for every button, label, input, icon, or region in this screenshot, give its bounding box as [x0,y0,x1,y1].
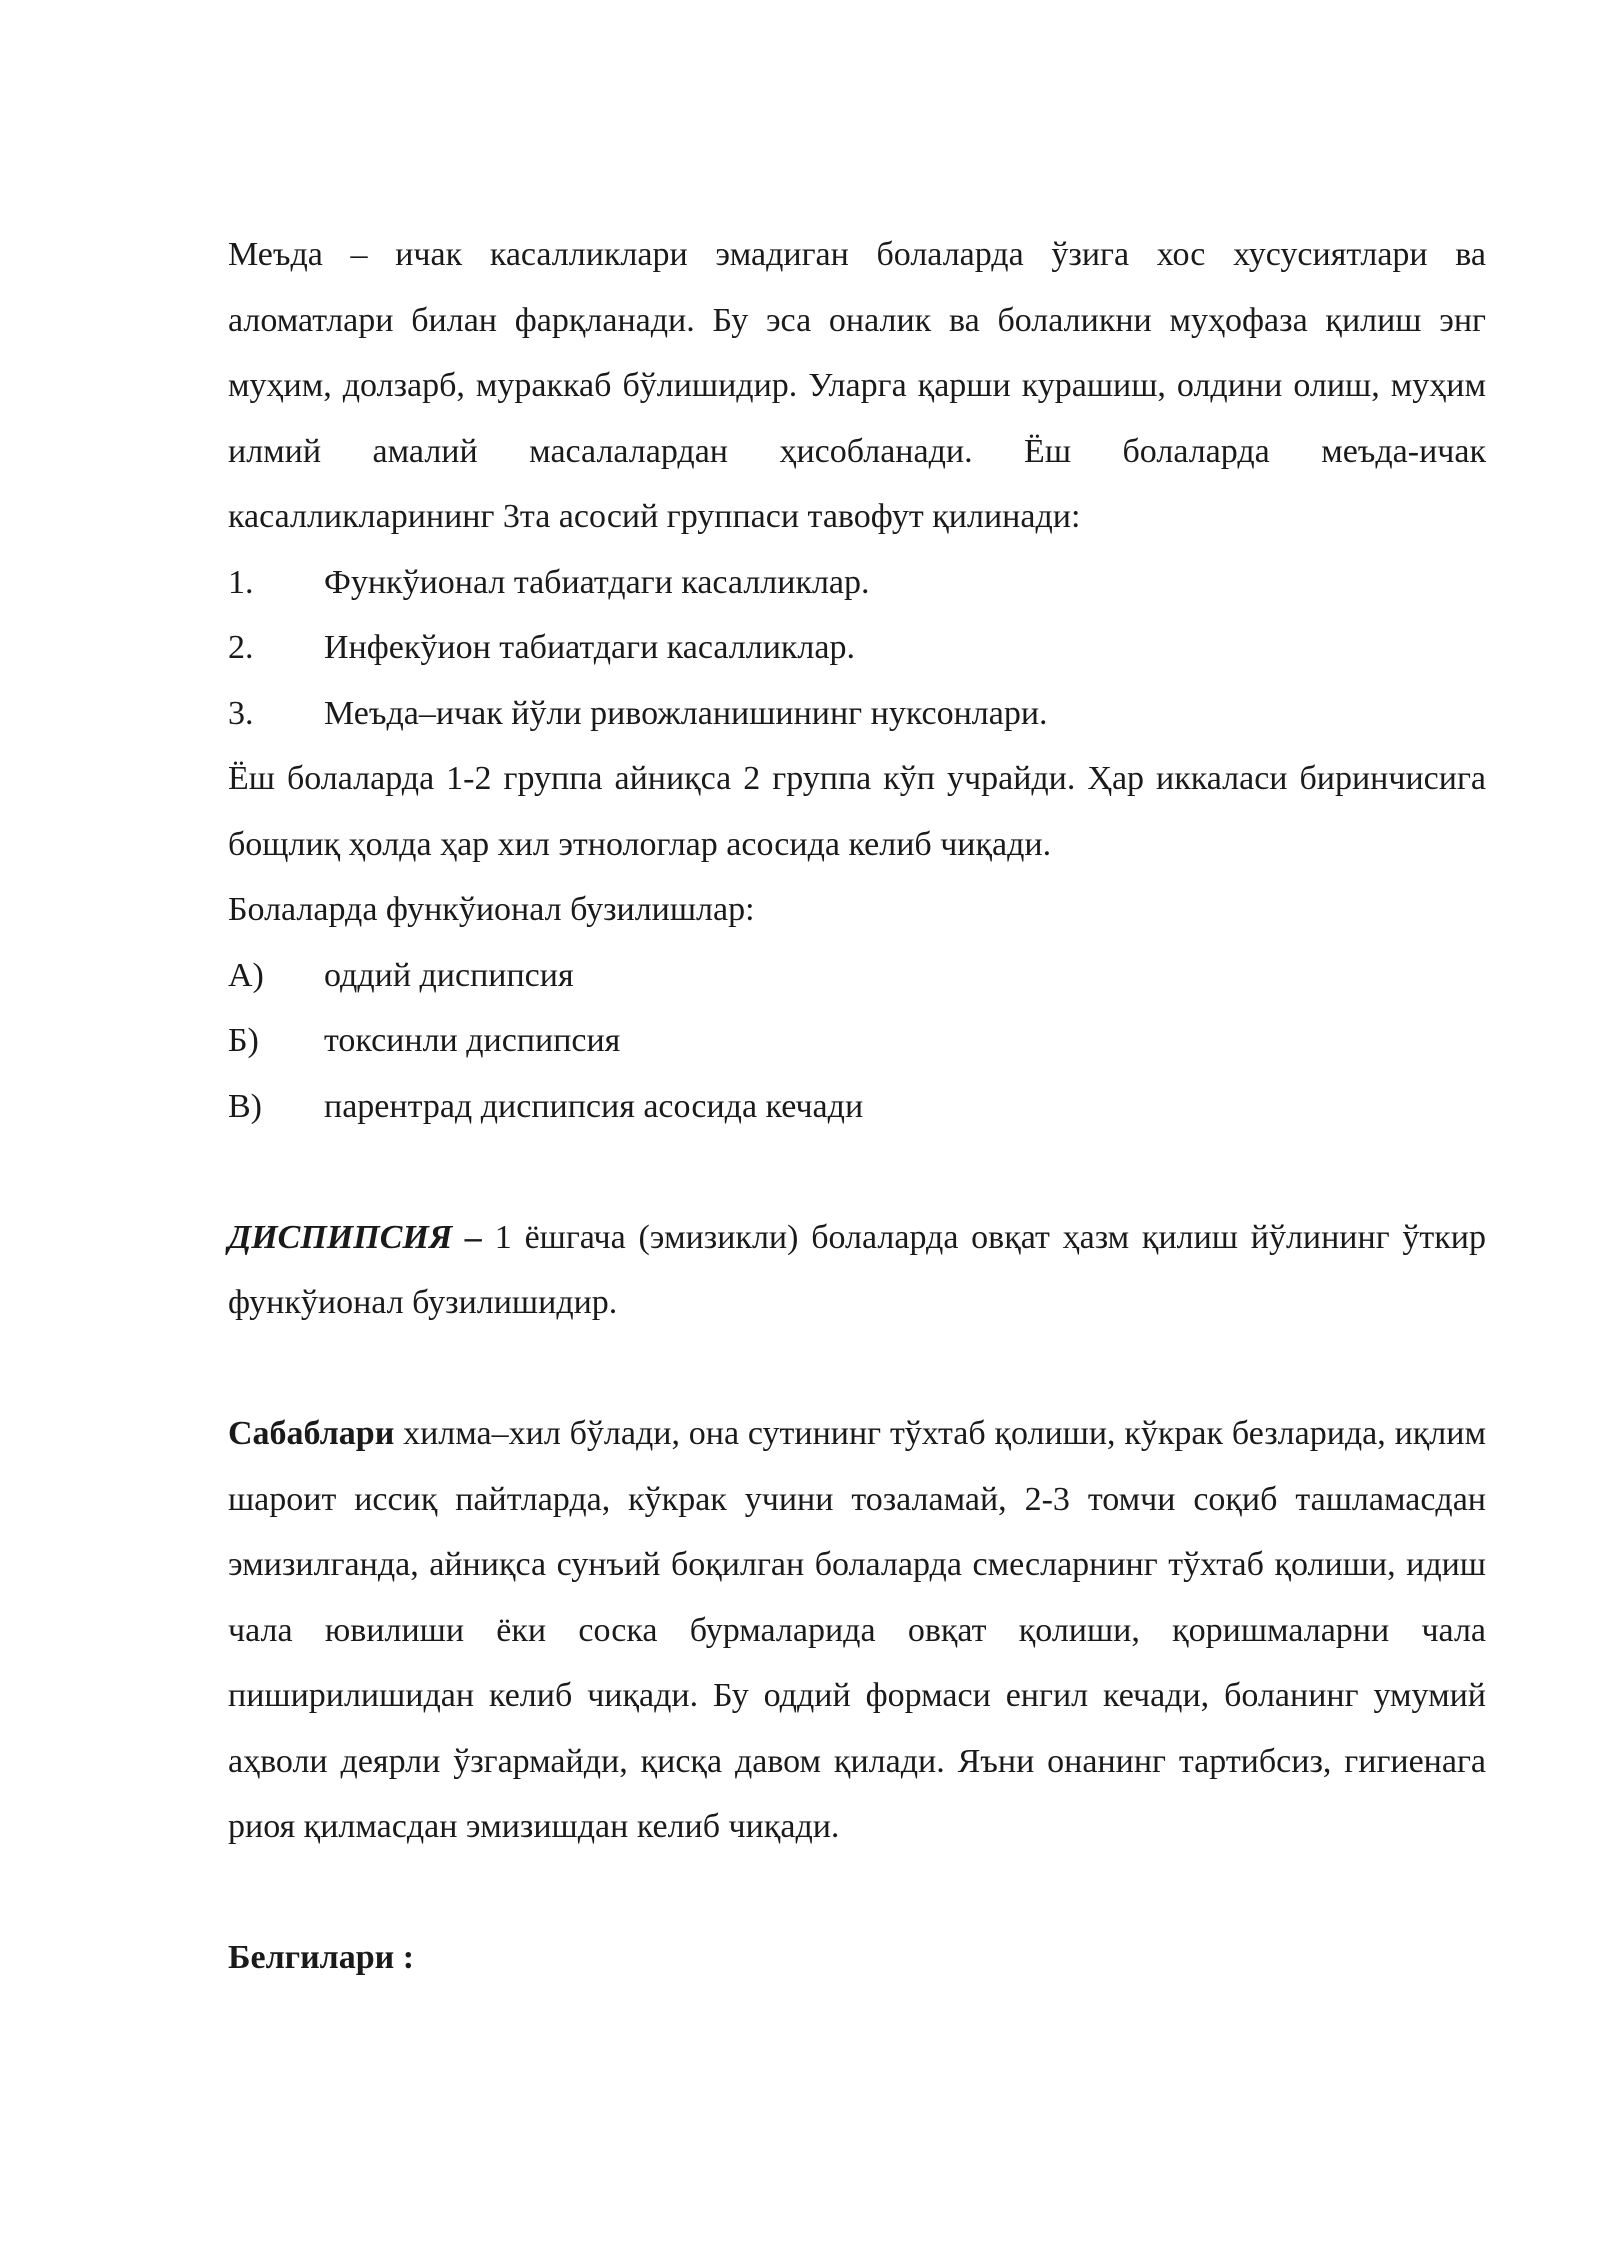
list-item-text: Меъда–ичак йўли ривожланишининг нуксонлари. [324,694,1048,732]
list-item-number: 3. [228,694,254,732]
list-item [228,1008,1486,1074]
disorders-heading: Болаларда функўионал бузилишлар: [228,891,755,928]
list-item-letter: Б) [228,1022,259,1059]
list-item [228,550,1486,616]
list-item [228,681,1486,747]
signs-heading: Белгилари : [228,1939,415,1976]
list-item-number: 2. [228,629,254,666]
causes-text: хилма–хил бўлади, она сутининг тўхтаб қолиши, кўкрак безларида, иқлим шароит иссиқ пайтларда, кўкрак учини тозаламай, 2-3 томчи соқиб ташламасдан эмизилганда, айниқса сунъий боқилган болаларда смесларнинг тўхтаб қолиши, идиш чала ювилиши ёки соска бурмаларида овқат қолиши, қоришмаларни чала пиширилишидан келиб чиқади. Бу оддий формаси енгил кечади, боланинг умумий аҳволи деярли ўзгармайди, қисқа давом қилади. Яъни онанинг тартибсиз, гигиенага риоя қилмасдан эмизишдан келиб чиқади. [228,1415,1486,1845]
list-item-text: Функўионал табиатдаги касалликлар. [324,563,870,601]
spacer [228,1860,1486,1926]
list-item-letter: А) [228,956,264,994]
document-page [228,222,1486,1991]
list-item [228,943,1486,1009]
definition-term: ДИСПИПСИЯ – [228,1218,483,1256]
definition-text: 1 ёшгача (эмизикли) болаларда овқат ҳазм қилиш йўлининг ўткир функўионал бузилишидир. [228,1218,1486,1321]
disorders-list [228,943,1486,1140]
definition-paragraph [228,1205,1486,1336]
list-item-text: парентрад диспипсия асосида кечади [324,1087,864,1125]
causes-paragraph [228,1401,1486,1860]
spacer [228,1336,1486,1402]
list-item-text: токсинли диспипсия [324,1022,621,1059]
causes-term: Сабаблари [228,1415,395,1452]
list-item-number: 1. [228,563,254,601]
groups-note-paragraph: Ёш болаларда 1-2 группа айниқса 2 группа кўп учрайди. Ҳар иккаласи биринчисига бощлиқ ҳолда ҳар хил этнологлар асосида келиб чиқади. [228,760,1486,863]
spacer [228,1139,1486,1205]
intro-paragraph: Меъда – ичак касалликлари эмадиган болаларда ўзига хос хусусиятлари ва аломатлари билан фарқланади. Бу эса оналик ва болаликни муҳофаза қилиш энг муҳим, долзарб, мураккаб бўлишидир. Уларга қарши курашиш, олдини олиш, муҳим илмий амалий масалалардан ҳисобланади. Ёш болаларда меъда-ичак касалликларининг 3та асосий группаси тавофут қилинади: [228,236,1486,535]
disease-groups-list [228,550,1486,747]
list-item [228,615,1486,681]
list-item-text: Инфекўион табиатдаги касалликлар. [324,629,855,666]
list-item [228,1074,1486,1140]
list-item-letter: В) [228,1087,262,1125]
list-item-text: оддий диспипсия [324,956,574,994]
